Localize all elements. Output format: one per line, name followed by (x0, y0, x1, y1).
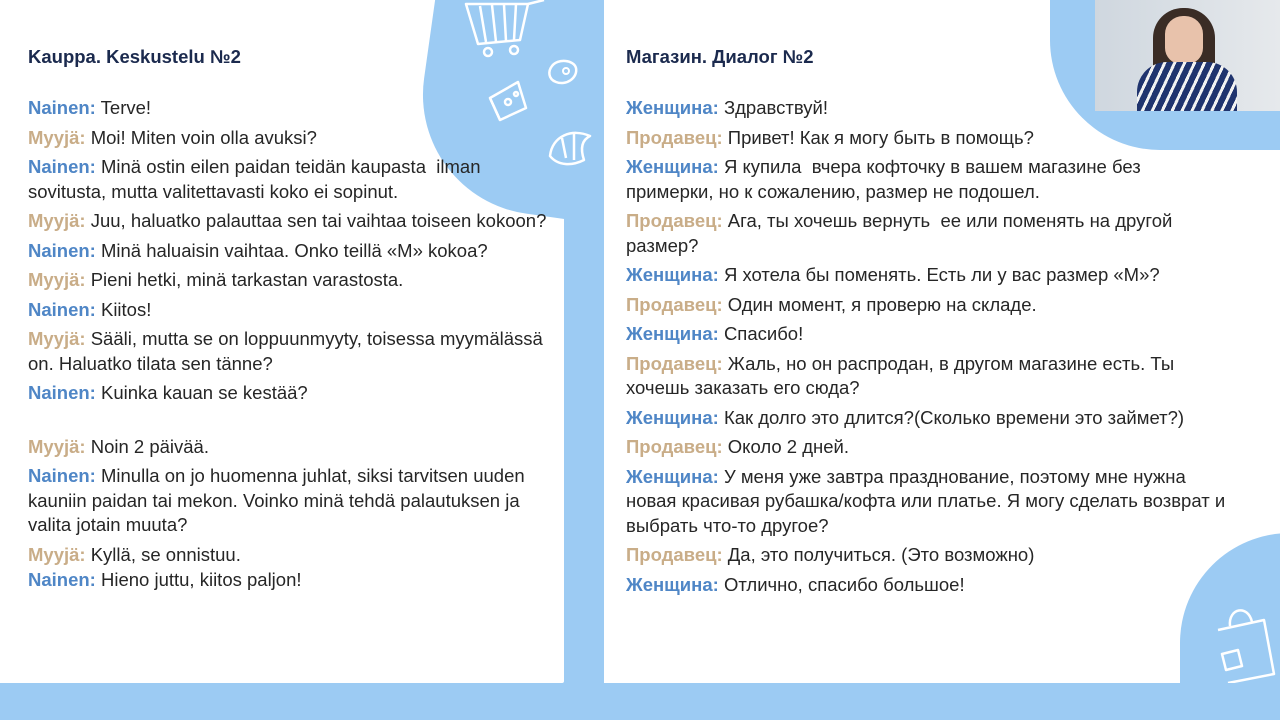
page-title: Магазин. Диалог №2 (626, 46, 814, 67)
dialog-line (626, 155, 1226, 204)
dialog-line (28, 543, 548, 568)
speaker-label: Продавец: (626, 544, 723, 565)
dialog-text: Я хотела бы поменять. Есть ли у вас размер «М»? (723, 264, 1160, 285)
dialog-line (626, 543, 1226, 568)
speaker-label: Женщина: (626, 156, 719, 177)
dialog-text: Hieno juttu, kiitos paljon! (100, 569, 302, 590)
speaker-label: Myyjä: (28, 269, 86, 290)
speaker-label: Nainen: (28, 569, 96, 590)
speaker-label: Myyjä: (28, 126, 86, 148)
speaker-label: Женщина: (626, 573, 719, 595)
dialog-text: Minä ostin eilen paidan teidän kaupasta ilman sovitusta, mutta valitettavasti koko ei sopinut. (28, 156, 481, 202)
croissant-icon (546, 126, 596, 170)
dialog-line (28, 327, 548, 376)
dialog-text: Отлично, спасибо большое! (723, 573, 965, 595)
dialog-text: Спасибо! (723, 323, 804, 344)
dialog-line (626, 263, 1226, 288)
dialog-text: Kuinka kauan se kestää? (100, 382, 308, 403)
dialog-line (626, 209, 1226, 258)
dialog-text: Minä haluaisin vaihtaa. Onko teillä «M» kokoa? (100, 239, 488, 261)
shopping-basket-icon (458, 0, 550, 58)
speaker-label: Женщина: (626, 97, 719, 118)
dialog-text: Я купила вчера кофточку в вашем магазине без примерки, но к сожалению, размер не подошел. (626, 156, 1141, 202)
dialog-line (28, 435, 548, 460)
dialog-list (28, 96, 548, 598)
speaker-label: Женщина: (626, 465, 719, 487)
speaker-label: Женщина: (626, 323, 719, 344)
dialog-line (28, 298, 548, 323)
dialog-text: Ага, ты хочешь вернуть ее или поменять на другой размер? (626, 210, 1173, 256)
dialog-text: Terve! (100, 97, 152, 118)
dialog-text: Juu, haluatko palauttaa sen tai vaihtaa toiseen kokoon? (90, 210, 547, 231)
speaker-label: Продавец: (626, 436, 723, 457)
dialog-text: Жаль, но он распродан, в другом магазине есть. Ты хочешь заказать его сюда? (626, 352, 1175, 398)
speaker-label: Myyjä: (28, 210, 86, 231)
dialog-line (626, 573, 1226, 598)
dialog-line (626, 406, 1226, 431)
speaker-label: Myyjä: (28, 435, 86, 457)
speaker-label: Женщина: (626, 406, 719, 428)
dialog-line (626, 126, 1226, 151)
dialog-line (28, 381, 548, 406)
dialog-text: Kiitos! (100, 298, 152, 320)
presenter-face (1165, 16, 1203, 64)
shopping-bag-icon (1208, 604, 1280, 683)
dialog-text: Здравствуй! (723, 97, 828, 118)
speaker-label: Nainen: (28, 156, 96, 177)
dialog-text: Привет! Как я могу быть в помощь? (727, 126, 1034, 148)
speaker-label: Продавец: (626, 352, 723, 374)
dialog-text: Sääli, mutta se on loppuunmyyty, toisessa myymälässä on. Haluatko tilata sen tänne? (28, 328, 543, 374)
dialog-line (626, 465, 1226, 539)
dialog-line (626, 435, 1226, 460)
dialog-line (28, 209, 548, 234)
speaker-label: Nainen: (28, 298, 96, 320)
presenter-shirt (1137, 62, 1237, 111)
speaker-label: Женщина: (626, 264, 719, 285)
dialog-text: Да, это получиться. (Это возможно) (727, 544, 1035, 565)
speaker-label: Nainen: (28, 239, 96, 261)
dialog-line (626, 322, 1226, 347)
dialog-text: Noin 2 päivää. (90, 435, 209, 457)
dialog-line (28, 568, 548, 593)
page-title: Kauppa. Keskustelu №2 (28, 46, 241, 67)
speaker-label: Nainen: (28, 465, 96, 486)
dialog-line (28, 239, 548, 264)
dialog-text: У меня уже завтра празднование, поэтому мне нужна новая красивая рубашка/кофта или платье. Я могу сделать возврат и выбрать что-то другое? (626, 465, 1226, 536)
speaker-label: Продавец: (626, 293, 723, 315)
dialog-line (28, 464, 548, 538)
speaker-label: Продавец: (626, 126, 723, 148)
speaker-label: Продавец: (626, 210, 723, 231)
dialog-line (28, 126, 548, 151)
speaker-label: Myyjä: (28, 328, 86, 349)
dialog-line (28, 96, 548, 121)
dialog-line (28, 268, 548, 293)
dialog-text: Как долго это длится?(Сколько времени это займет?) (723, 406, 1185, 428)
finnish-dialog-panel (0, 0, 564, 683)
dialog-text: Около 2 дней. (727, 436, 849, 457)
dialog-text: Minulla on jo huomenna juhlat, siksi tarvitsen uuden kauniin paidan tai mekon. Voinko minä tehdä palautuksen ja valita jotain muuta? (28, 465, 525, 535)
dialog-text: Один момент, я проверю на складе. (727, 293, 1037, 315)
dialog-line (626, 293, 1226, 318)
webcam-video (1095, 0, 1280, 111)
meat-icon (546, 58, 580, 88)
dialog-text: Pieni hetki, minä tarkastan varastosta. (90, 269, 404, 290)
dialog-line (28, 155, 548, 204)
dialog-line (626, 352, 1226, 401)
speaker-label: Nainen: (28, 382, 96, 403)
dialog-text: Kyllä, se onnistuu. (90, 543, 241, 565)
speaker-label: Nainen: (28, 97, 96, 118)
dialog-text: Moi! Miten voin olla avuksi? (90, 126, 317, 148)
speaker-label: Myyjä: (28, 543, 86, 565)
dialog-list (626, 96, 1226, 602)
